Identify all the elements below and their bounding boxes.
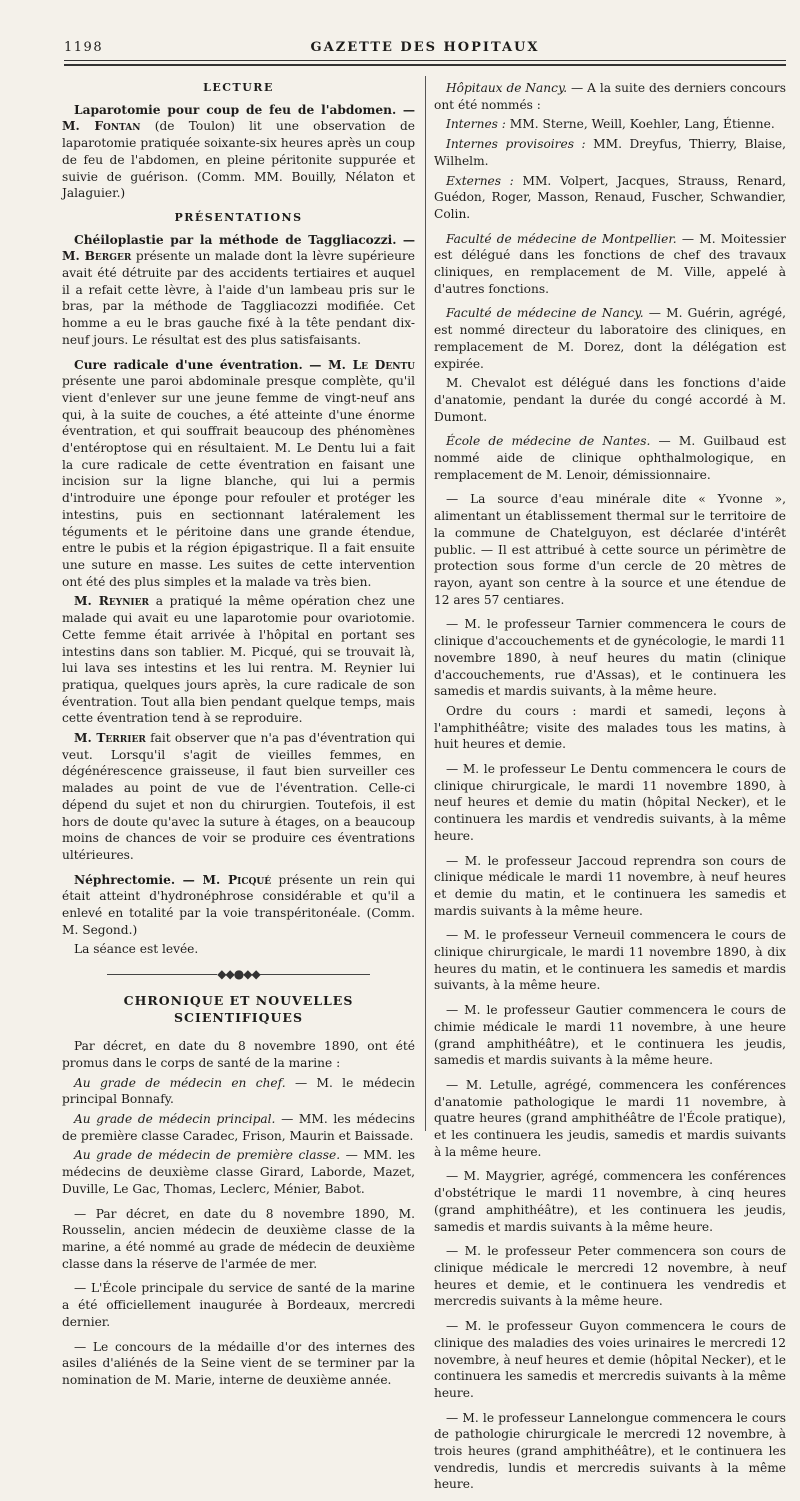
paragraph-hopitaux-nancy: Hôpitaux de Nancy. — A la suite des derniers concours ont été nommés : xyxy=(434,81,787,112)
author-name: — M. Le Dentu xyxy=(309,357,416,372)
paragraph-verneuil: — M. le professeur Verneuil commencera le cours de clinique chirurgicale, le mardi 11 novembre 1890, à dix heures du matin, et le continuera les samedis et mardis suivants, à la même heure. xyxy=(434,928,786,993)
paragraph-faculte-nancy: Faculté de médecine de Nancy. — M. Guérin, agrégé, est nommé directeur du laboratoire des cliniques, en remplacement de M. Dorez, dont la délégation est expirée. xyxy=(434,306,787,371)
paragraph-rousselin: — Par décret, en date du 8 novembre 1890, M. Rousselin, ancien médecin de deuxième classe de la marine, a été nommé au grade de médecin de deuxième classe dans la réserve de l'armée de mer. xyxy=(62,1206,415,1271)
section-heading-chronique: CHRONIQUE ET NOUVELLES SCIENTIFIQUES xyxy=(123,992,354,1025)
author-name: — M. Fontan xyxy=(62,102,416,134)
paragraph-jaccoud: — M. le professeur Jaccoud reprendra son cours de clinique médicale le mardi 11 novembre, à neuf heures et demie du matin, et le continuera les samedis et mardis suivants à la même heure. xyxy=(434,853,786,918)
paragraph-decret-grade-3: Au grade de médecin de première classe. — MM. les médecins de deuxième classe Girard, Laborde, Mazet, Duville, Le Gac, Thomas, Leclerc, Ménier, Babot. xyxy=(62,1148,415,1196)
paragraph-guyon: — M. le professeur Guyon commencera le cours de clinique des maladies des voies urinaires le mercredi 12 novembre, à neuf heures et demie (hôpital Necker), et le continuera les samedis et mercredis suivants à la même heure. xyxy=(434,1319,786,1400)
paragraph-tarnier-ordre: Ordre du cours : mardi et samedi, leçons à l'amphithéâtre; visite des malades tous les matins, à huit heures et demie. xyxy=(434,703,786,752)
article-lead: Cure radicale d'une éventration. xyxy=(74,357,303,372)
paragraph-decret-intro: Par décret, en date du 8 novembre 1890, ont été promus dans le corps de santé de la marine : xyxy=(62,1039,415,1070)
paragraph-decret-grade-2: Au grade de médecin principal. — MM. les médecins de première classe Caradec, Frison, Maurin et Baissade. xyxy=(62,1112,415,1143)
paragraph-tarnier: — M. le professeur Tarnier commencera le cours de clinique d'accouchements et de gynécologie, le mardi 11 novembre 1890, à neuf heures du matin (clinique d'accouchements, rue d'Assas), et le continuera les samedis et mardis suivants, à la même heure. xyxy=(434,617,786,699)
paragraph-reynier: M. Reynier a pratiqué la même opération chez une malade qui avait eu une laparotomie pour ovariotomie. Cette femme était arrivée à l'hôpital en portant ses intestins dans son tablier. M. Picqué, qui se trouvait là, lui lava ses intestins et les lui rentra. M. Reynier lui pratiqua, quelques jours après, la cure radicale de son éventration. Tout alla bien pendant quelque temps, mais cette éventration tend à se reproduire. xyxy=(62,594,415,726)
paragraph-montpellier: Faculté de médecine de Montpellier. — M. Moitessier est délégué dans les fonctions de chef des travaux cliniques, en remplacement de M. Ville, appelé à d'autres fonctions. xyxy=(434,231,787,296)
paragraph-peter: — M. le professeur Peter commencera son cours de clinique médicale le mercredi 12 novembre, à neuf heures et demie, et le continuera les vendredis et mercredis suivants à la même heure. xyxy=(434,1244,786,1309)
page-number: 1198 xyxy=(64,40,104,55)
author-name: — M. Picqué xyxy=(182,872,272,887)
paragraph-lannelongue: — M. le professeur Lannelongue commencera le cours de pathologie chirurgicale le mercredi 12 novembre, à trois heures (grand amphithéâtre), et le continuera les vendredis, lundis et mercredis suivants à la même heure. xyxy=(434,1410,786,1492)
column-separator xyxy=(425,76,426,1131)
section-heading-presentations: PRÉSENTATIONS xyxy=(174,210,303,224)
article-lead: Laparotomie pour coup de feu de l'abdomen. xyxy=(74,102,397,117)
paragraph-le-dentu: — M. le professeur Le Dentu commencera le cours de clinique chirurgicale, le mardi 11 novembre 1890, à neuf heures et demie du matin (hôpital Necker), et le continuera les mardis et vendredis suivants, à la même heure. xyxy=(434,762,786,843)
paragraph-chevalot: M. Chevalot est délégué dans les fonctions d'aide d'anatomie, pendant la durée du congé accordé à M. Dumont. xyxy=(434,376,786,424)
paragraph-gautier: — M. le professeur Gautier commencera le cours de chimie médicale le mardi 11 novembre, à une heure (grand amphithéâtre), et le continuera les jeudis, samedis et mardis suivants à la même heure. xyxy=(434,1003,786,1068)
paragraph-cheiloplastie: Chéiloplastie par la méthode de Taggliacozzi. — M. Berger présente un malade dont la lèvre supérieure avait été détruite par des accidents tertiaires et auquel il a refait cette lèvre, à l'aide d'un lambeau pris sur le bras, par la méthode de Taggliacozzi modifiée. Cet homme a eu le bras gauche fixé à la tête pendant dix-neuf jours. Le résultat est des plus satisfaisants. xyxy=(62,232,416,347)
seance-closing: La séance est levée. xyxy=(74,942,199,957)
article-lead: Néphrectomie. xyxy=(74,872,176,887)
header-rule-thin xyxy=(64,60,786,61)
right-column xyxy=(434,80,786,1501)
page-header xyxy=(64,40,786,58)
left-column xyxy=(62,80,415,1397)
paragraph-terrier: M. Terrier fait observer que n'a pas d'éventration qui veut. Lorsqu'il s'agit de vieilles femmes, en dégénérescence graisseuse, il faut bien surveiller ces malades au point de vue de l'éventration. Celle-ci dépend du sujet et non du chirurgien. Toutefois, il est hors de doute qu'avec la suture à étages, on a beaucoup moins de chances de voir se produire ces éventrations ultérieures. xyxy=(62,731,416,862)
paragraph-ecole-nantes: École de médecine de Nantes. — M. Guilbaud est nommé aide de clinique ophthalmologique, en remplacement de M. Lenoir, démissionnaire. xyxy=(434,434,786,482)
header-rule-thick xyxy=(64,64,786,66)
paragraph-cure-radicale: Cure radicale d'une éventration. — M. Le Dentu présente une paroi abdominale presque complète, qu'il vient d'enlever sur une jeune femme de vingt-neuf ans qui, à la suite de couches, a été atteinte d'une énorme éventration, et qui souffrait beaucoup des phénomènes d'entéroptose qui en résultaient. M. Le Dentu lui a fait la cure radicale de cette éventration en faisant une incision sur la ligne blanche, qui lui a permis d'introduire une éponge pour refouler et protéger les intestins, puis en sectionnant latéralement les téguments et le péritoine dans une grande étendue, entre le pubis et la région épigastrique. Il a fait ensuite une suture en masse. Les suites de cette intervention ont été des plus simples et la malade va très bien. xyxy=(62,357,416,589)
paragraph-letulle: — M. Letulle, agrégé, commencera les conférences d'anatomie pathologique le mardi 11 novembre, à quatre heures (grand amphithéâtre de l'École pratique), et les continuera les jeudis, samedis et mardis suivants à la même heure. xyxy=(434,1077,786,1159)
author-name: — M. Berger xyxy=(62,232,416,264)
paragraph-ecole-marine: — L'École principale du service de santé de la marine a été officiellement inaugurée à Bordeaux, mercredi dernier. xyxy=(62,1281,415,1329)
paragraph-internes-provisoires: Internes provisoires : MM. Dreyfus, Thierry, Blaise, Wilhelm. xyxy=(434,137,786,168)
paragraph-concours-medaille: — Le concours de la médaille d'or des internes des asiles d'aliénés de la Seine vient de se terminer par la nomination de M. Marie, interne de deuxième année. xyxy=(62,1339,415,1387)
paragraph-internes: Internes : MM. Sterne, Weill, Koehler, Lang, Étienne. xyxy=(446,117,775,132)
paragraph-maygrier: — M. Maygrier, agrégé, commencera les conférences d'obstétrique le mardi 11 novembre, à cinq heures (grand amphithéâtre), et les continuera les jeudis, samedis et mardis suivants à la même heure. xyxy=(434,1169,786,1234)
paragraph-externes: Externes : MM. Volpert, Jacques, Strauss, Renard, Guédon, Roger, Masson, Renaud, Fuscher, Schwandier, Colin. xyxy=(434,173,787,221)
section-divider-ornament: ◆◆●◆◆ xyxy=(62,966,415,983)
section-heading-lecture: LECTURE xyxy=(203,81,274,94)
journal-title: GAZETTE DES HOPITAUX xyxy=(310,40,540,55)
paragraph-decret-grade-1: Au grade de médecin en chef. — M. le médecin principal Bonnafy. xyxy=(62,1075,415,1107)
paragraph-nephrectomie: Néphrectomie. — M. Picqué présente un rein qui était atteint d'hydronéphrose considérable et qu'il a enlevé en totalité par la voie transpéritonéale. (Comm. M. Segond.) xyxy=(62,872,416,937)
author-name: M. Terrier xyxy=(74,731,146,746)
article-lead: Chéiloplastie par la méthode de Taggliacozzi. xyxy=(74,232,397,247)
author-name: M. Reynier xyxy=(74,594,149,609)
paragraph-source-yvonne: — La source d'eau minérale dite « Yvonne », alimentant un établissement thermal sur le territoire de la commune de Chatelguyon, est déclarée d'intérêt public. — Il est attribué à cette source un périmètre de protection sous forme d'un cercle de 20 mètres de rayon, ayant son centre à la source et une étendue de 12 ares 57 centiares. xyxy=(434,492,786,607)
paragraph-laparotomie: Laparotomie pour coup de feu de l'abdomen. — M. Fontan (de Toulon) lit une observation de laparotomie pratiquée soixante-six heures après un coup de feu de l'abdomen, en pleine péritonite suppurée et suivie de guérison. (Comm. MM. Bouilly, Nélaton et Jalaguier.) xyxy=(62,102,416,201)
